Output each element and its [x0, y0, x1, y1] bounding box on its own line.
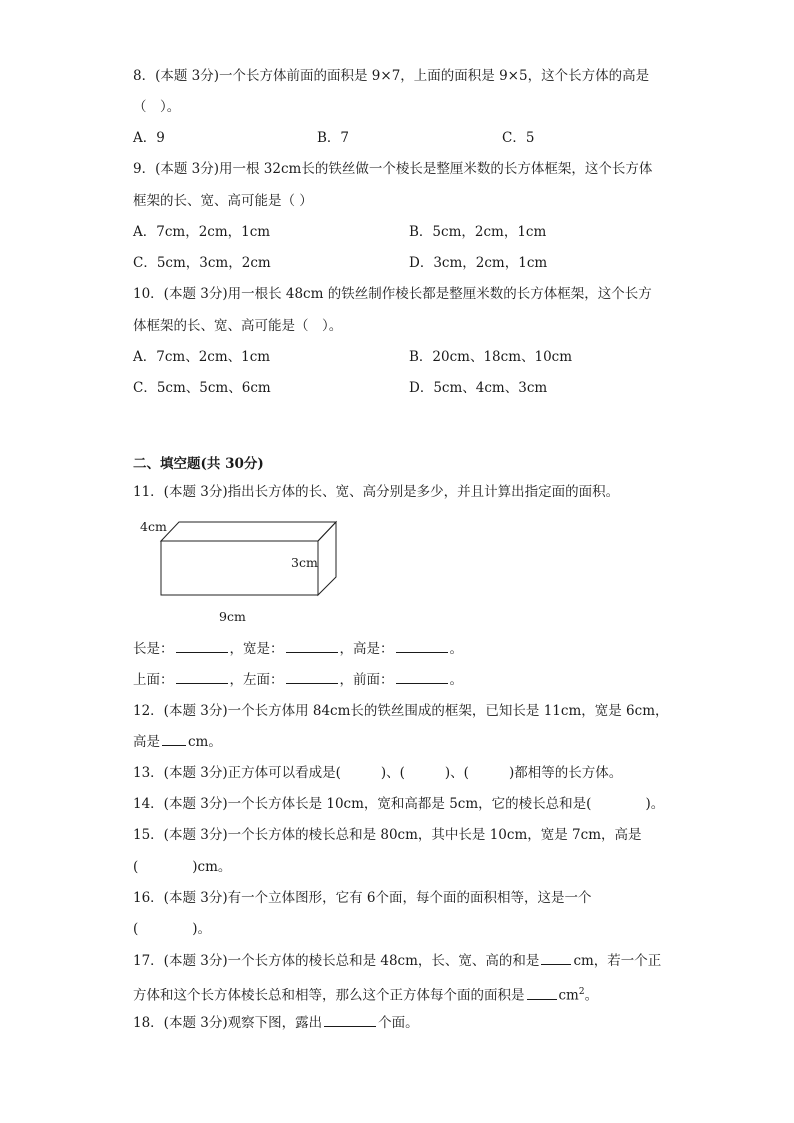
q14-pre: 14．(本题 3分)一个长方体长是 10cm，宽和高都是 5cm，它的棱长总和是(	[133, 796, 592, 812]
length-blank[interactable]	[176, 640, 228, 653]
cuboid-height-label: 3cm	[291, 555, 318, 570]
q18-pre: 18．(本题 3分)观察下图，露出	[133, 1015, 323, 1031]
q17-end: 。	[584, 987, 599, 1004]
q8-option-a[interactable]: A．9	[133, 130, 165, 146]
q8-option-c[interactable]: C．5	[502, 130, 535, 146]
q16-stem-line2	[133, 920, 211, 938]
q8-stem-line1: 8．(本题 3分)一个长方体前面的面积是 9×7，上面的面积是 9×5，这个长方体的高是	[133, 68, 650, 84]
q17-pre: 17．(本题 3分)一个长方体的棱长总和是 48cm，长、宽、高的和是	[133, 953, 540, 969]
q12-stem-line2	[133, 733, 222, 751]
q12-pre: 高是	[133, 734, 160, 750]
q10-stem-line2: 体框架的长、宽、高可能是（ ）。	[133, 318, 343, 334]
q12-stem-line1: 12．(本题 3分)一个长方体用 84cm长的铁丝围成的框架，已知长是 11cm，宽是 6cm，	[133, 703, 669, 719]
length-label: 长是：	[133, 641, 174, 657]
q9-stem-line2: 框架的长、宽、高可能是（ ）	[133, 193, 313, 209]
q10-option-a[interactable]: A．7cm、2cm、1cm	[133, 349, 271, 365]
cuboid-top-face	[161, 522, 336, 541]
q9-option-c[interactable]: C．5cm，3cm，2cm	[133, 255, 271, 271]
row1-end: 。	[449, 641, 463, 657]
front-face-blank[interactable]	[396, 671, 448, 684]
q12-post: cm。	[188, 734, 222, 750]
row2-end: 。	[449, 672, 463, 688]
q17-blank-1[interactable]	[541, 952, 571, 965]
q10-option-c[interactable]: C．5cm、5cm、6cm	[133, 380, 271, 396]
q13-pre: 13．(本题 3分)正方体可以看成是(	[133, 765, 341, 781]
q17-stem-line2	[133, 983, 598, 1005]
width-label: ，宽是：	[229, 641, 284, 657]
q17-stem-line1	[133, 952, 661, 970]
front-face-label: ，前面：	[339, 672, 394, 688]
q8-stem-line2: （ ）。	[133, 99, 181, 115]
q11-stem: 11．(本题 3分)指出长方体的长、宽、高分别是多少，并且计算出指定面的面积。	[133, 484, 620, 500]
q9-option-b[interactable]: B．5cm，2cm，1cm	[409, 224, 547, 240]
q15-post: )cm。	[192, 859, 232, 875]
q13-stem	[133, 764, 622, 782]
q16-pre: (	[133, 921, 139, 937]
q14-post: )。	[645, 796, 665, 812]
q9-stem-line1: 9．(本题 3分)用一根 32cm长的铁丝做一个棱长是整厘米数的长方体框架，这个长方体	[133, 161, 653, 177]
q13-post: )都相等的长方体。	[508, 765, 623, 781]
q9-option-d[interactable]: D．3cm，2cm，1cm	[409, 255, 548, 271]
top-face-blank[interactable]	[176, 671, 228, 684]
q8-option-b[interactable]: B．7	[317, 130, 350, 146]
q13-mid2: )、(	[444, 765, 469, 781]
q17-unit-exponent: 2	[578, 987, 585, 997]
cuboid-right-face	[318, 522, 336, 595]
q15-pre: (	[133, 859, 139, 875]
q10-option-d[interactable]: D．5cm、4cm、3cm	[409, 380, 548, 396]
q17-blank-2[interactable]	[527, 987, 557, 1000]
top-face-label: 上面：	[133, 672, 174, 688]
q11-answer-row1	[133, 640, 463, 658]
q11-answer-row2	[133, 671, 463, 689]
q16-post: )。	[192, 921, 212, 937]
width-blank[interactable]	[286, 640, 338, 653]
q18-post: 个面。	[378, 1015, 419, 1031]
section-title-fill-in: 二、填空题(共 30分)	[133, 456, 264, 472]
q15-stem-line2	[133, 858, 231, 876]
cuboid-depth-label: 4cm	[140, 519, 167, 534]
left-face-blank[interactable]	[286, 671, 338, 684]
q10-stem-line1: 10．(本题 3分)用一根长 48cm 的铁丝制作棱长都是整厘米数的长方体框架，这个长方	[133, 286, 652, 302]
q17-post: cm，若一个正	[573, 953, 662, 969]
q10-option-b[interactable]: B．20cm、18cm、10cm	[409, 349, 573, 365]
q14-stem	[133, 795, 664, 813]
cuboid-length-label: 9cm	[219, 609, 246, 624]
q12-answer-blank[interactable]	[162, 733, 186, 746]
height-label: ，高是：	[339, 641, 394, 657]
q15-stem-line1: 15．(本题 3分)一个长方体的棱长总和是 80cm，其中长是 10cm，宽是 7cm，高是	[133, 827, 642, 843]
left-face-label: ，左面：	[229, 672, 284, 688]
q18-blank[interactable]	[324, 1014, 376, 1027]
q18-stem	[133, 1014, 419, 1032]
height-blank[interactable]	[396, 640, 448, 653]
q16-stem-line1: 16．(本题 3分)有一个立体图形，它有 6个面，每个面的面积相等，这是一个	[133, 890, 592, 906]
q13-mid1: )、(	[380, 765, 405, 781]
q9-option-a[interactable]: A．7cm，2cm，1cm	[133, 224, 271, 240]
q17-line2-pre: 方体和这个长方体棱长总和相等，那么这个正方体每个面的面积是	[133, 987, 525, 1004]
q17-unit: cm	[558, 987, 579, 1004]
